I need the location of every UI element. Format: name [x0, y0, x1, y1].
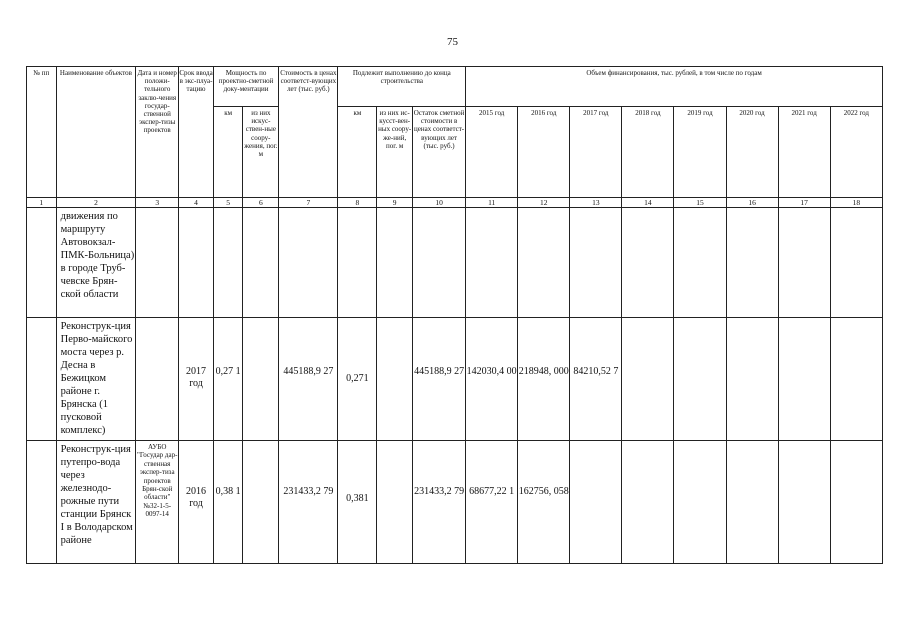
year-cell	[622, 441, 674, 564]
column-number: 15	[674, 198, 726, 208]
structures-cell	[243, 441, 279, 564]
table-row	[27, 441, 883, 564]
header-year: 2017 год	[570, 107, 622, 198]
year-cell	[622, 208, 674, 318]
header-capacity-km: км	[213, 107, 243, 198]
year-cell	[674, 208, 726, 318]
year-cell	[778, 441, 830, 564]
column-number: 16	[726, 198, 778, 208]
km-cell: 0,27 1	[213, 318, 243, 441]
structures-cell	[243, 208, 279, 318]
year-cell	[830, 208, 882, 318]
expertise-cell: АУБО "Государ дар-ственная экспер-тиза проектов Брян-ской области" №32-1-5-0097-14	[136, 441, 179, 564]
object-name: Реконструк-ция путепро-вода через железнодо-рожные пути станции Брянск I в Володарском районе	[56, 441, 136, 564]
header-financing: Объем финансирования, тыс. рублей, в том числе по годам	[466, 67, 883, 107]
year-cell: 142030,4 00	[466, 318, 518, 441]
year-cell	[830, 318, 882, 441]
row-number	[27, 318, 57, 441]
column-number: 7	[279, 198, 338, 208]
page-number: 75	[447, 36, 458, 48]
column-number: 6	[243, 198, 279, 208]
km-cell: 0,38 1	[213, 441, 243, 564]
structures-cell	[243, 318, 279, 441]
year-cell	[674, 441, 726, 564]
term-cell	[179, 208, 214, 318]
cost-cell: 445188,9 27	[279, 318, 338, 441]
year-cell	[570, 208, 622, 318]
remainder-cell: 231433,2 79	[413, 441, 466, 564]
header-year: 2018 год	[622, 107, 674, 198]
column-number: 8	[338, 198, 377, 208]
column-number: 5	[213, 198, 243, 208]
year-cell: 162756, 058	[518, 441, 570, 564]
header-year: 2016 год	[518, 107, 570, 198]
object-name: движения по маршруту Автовокзал-ПМК-Больница) в городе Труб-чевске Брян-ской области	[56, 208, 136, 318]
header-capacity-structures: из них искус-ствен-ные соору-жения, пог. м	[243, 107, 279, 198]
header-year: 2020 год	[726, 107, 778, 198]
column-number: 9	[377, 198, 413, 208]
year-cell	[726, 441, 778, 564]
expertise-cell	[136, 208, 179, 318]
header-num: № пп	[27, 67, 57, 198]
column-number: 3	[136, 198, 179, 208]
year-cell	[466, 208, 518, 318]
cost-cell: 231433,2 79	[279, 441, 338, 564]
todo-structures-cell	[377, 318, 413, 441]
column-number: 4	[179, 198, 214, 208]
todo-km-cell: 0,381	[338, 441, 377, 564]
header-name: Наименование объектов	[56, 67, 136, 198]
year-cell	[570, 441, 622, 564]
column-number: 17	[778, 198, 830, 208]
header-year: 2022 год	[830, 107, 882, 198]
header-cost: Стоимость в ценах соответст-вующих лет (тыс. руб.)	[279, 67, 338, 198]
row-number	[27, 441, 57, 564]
header-year: 2019 год	[674, 107, 726, 198]
table-row	[27, 318, 883, 441]
cost-cell	[279, 208, 338, 318]
row-number	[27, 208, 57, 318]
term-cell: 2017 год	[179, 318, 214, 441]
year-cell: 218948, 000	[518, 318, 570, 441]
todo-structures-cell	[377, 441, 413, 564]
term-cell: 2016 год	[179, 441, 214, 564]
header-todo-remainder: Остаток сметной стоимости в ценах соответст-вующих лет (тыс. руб.)	[413, 107, 466, 198]
todo-km-cell	[338, 208, 377, 318]
year-cell: 68677,22 1	[466, 441, 518, 564]
column-number: 18	[830, 198, 882, 208]
column-number: 2	[56, 198, 136, 208]
expertise-cell	[136, 318, 179, 441]
km-cell	[213, 208, 243, 318]
header-year: 2021 год	[778, 107, 830, 198]
object-name: Реконструк-ция Перво-майского моста через р. Десна в Бежицком районе г. Брянска (1 пусковой комплекс)	[56, 318, 136, 441]
header-capacity: Мощность по проектно-сметной доку-ментации	[213, 67, 278, 107]
year-cell	[830, 441, 882, 564]
column-number: 12	[518, 198, 570, 208]
column-number: 1	[27, 198, 57, 208]
remainder-cell: 445188,9 27	[413, 318, 466, 441]
table-row	[27, 208, 883, 318]
year-cell	[726, 208, 778, 318]
column-number-row	[27, 198, 883, 208]
header-todo-structures: из них ис-кусст-вен-ных соору-же-ний, пог. м	[377, 107, 413, 198]
year-cell	[518, 208, 570, 318]
header-to-do: Подлежит выполнению до конца строительства	[338, 67, 466, 107]
column-number: 11	[466, 198, 518, 208]
header-expertise: Дата и номер положи-тельного заклю-чения государ-ственной экспер-тизы проектов	[136, 67, 179, 198]
year-cell	[622, 318, 674, 441]
financing-table	[26, 66, 883, 564]
year-cell	[778, 318, 830, 441]
header-year: 2015 год	[466, 107, 518, 198]
todo-structures-cell	[377, 208, 413, 318]
year-cell	[674, 318, 726, 441]
year-cell: 84210,52 7	[570, 318, 622, 441]
header-term: Срок ввода в экс-плуа-тацию	[179, 67, 214, 198]
header-todo-km: км	[338, 107, 377, 198]
year-cell	[778, 208, 830, 318]
column-number: 14	[622, 198, 674, 208]
remainder-cell	[413, 208, 466, 318]
todo-km-cell: 0,271	[338, 318, 377, 441]
column-number: 13	[570, 198, 622, 208]
column-number: 10	[413, 198, 466, 208]
year-cell	[726, 318, 778, 441]
